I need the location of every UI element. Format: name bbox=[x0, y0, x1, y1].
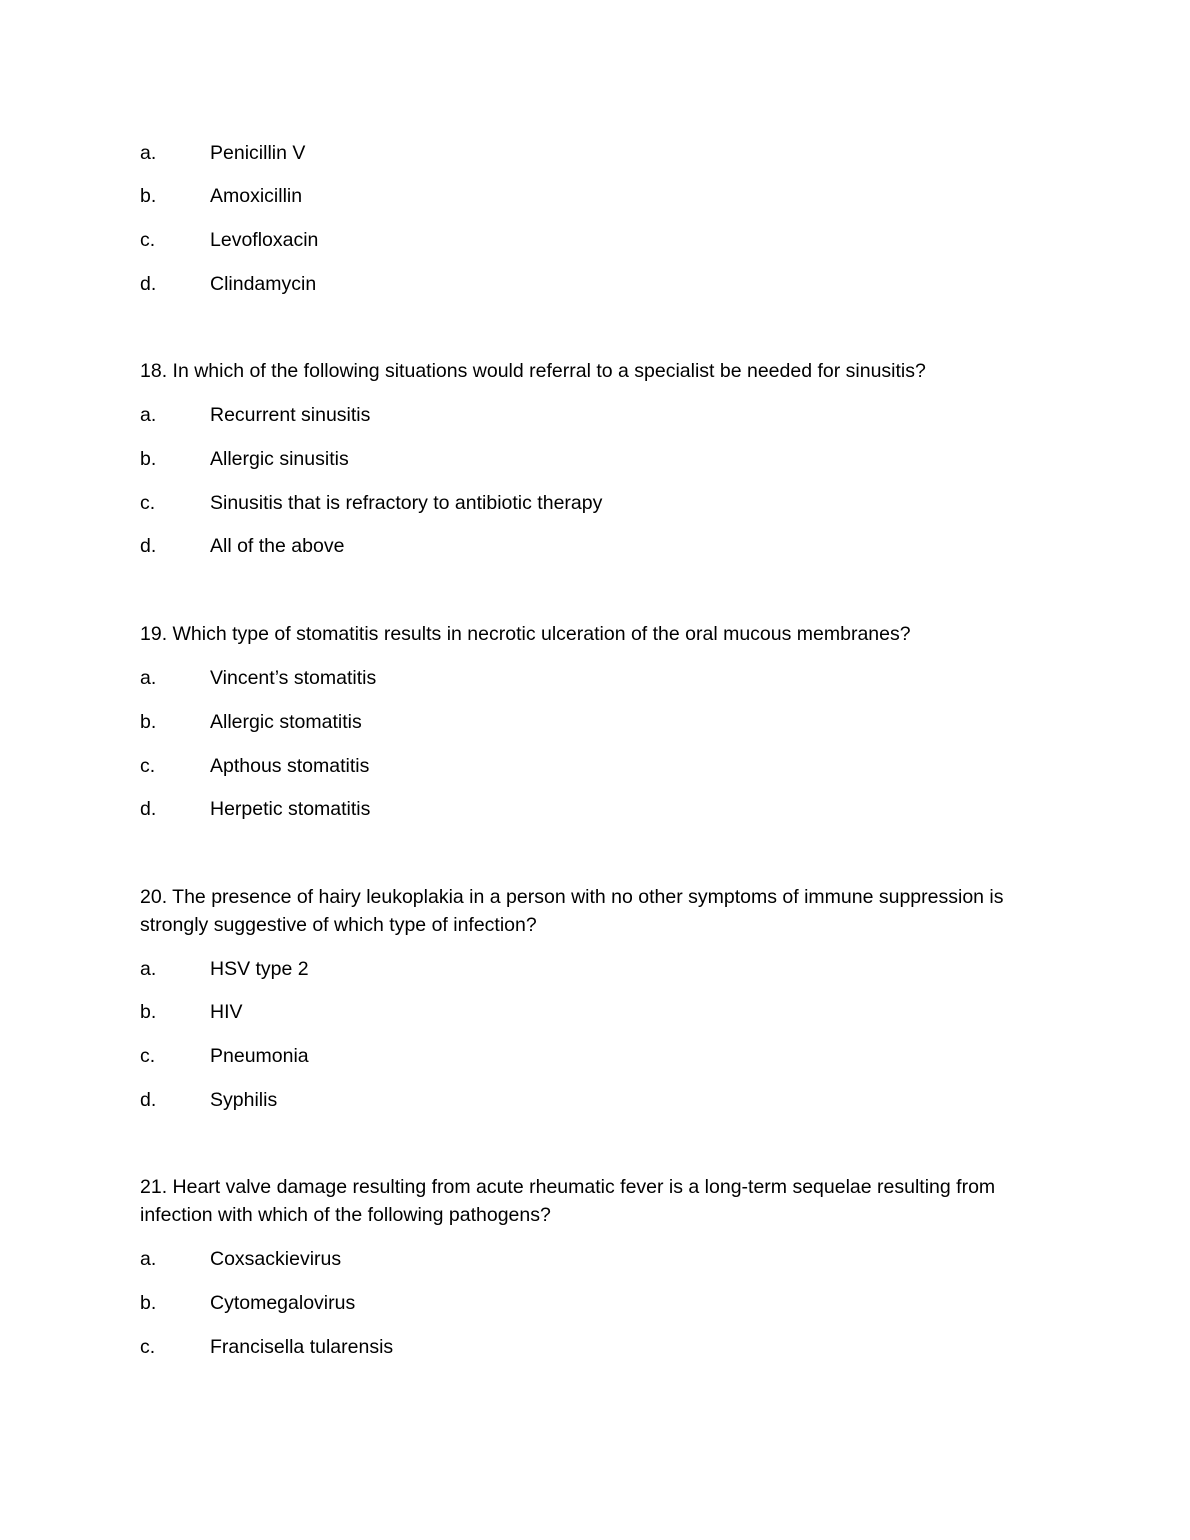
option-letter: c. bbox=[140, 755, 156, 777]
option-19-a bbox=[140, 664, 376, 692]
option-19-b bbox=[140, 708, 362, 736]
option-letter: a. bbox=[140, 142, 157, 164]
option-letter: b. bbox=[140, 185, 157, 207]
option-text: Herpetic stomatitis bbox=[210, 798, 371, 820]
option-text: Allergic sinusitis bbox=[210, 448, 349, 470]
option-18-a bbox=[140, 401, 370, 429]
option-18-d bbox=[140, 532, 344, 560]
option-text: Vincent’s stomatitis bbox=[210, 667, 377, 689]
option-text: Clindamycin bbox=[210, 273, 317, 295]
option-18-c bbox=[140, 489, 602, 517]
option-text: HIV bbox=[210, 1001, 243, 1023]
option-letter: d. bbox=[140, 798, 157, 820]
option-letter: a. bbox=[140, 958, 157, 980]
option-21-b bbox=[140, 1289, 355, 1317]
option-text: Penicillin V bbox=[210, 142, 306, 164]
option-letter: b. bbox=[140, 1001, 157, 1023]
option-20-b bbox=[140, 998, 243, 1026]
option-text: HSV type 2 bbox=[210, 958, 309, 980]
option-letter: b. bbox=[140, 448, 157, 470]
option-letter: d. bbox=[140, 535, 157, 557]
option-text: Amoxicillin bbox=[210, 185, 303, 207]
option-20-c bbox=[140, 1042, 309, 1070]
option-text: Pneumonia bbox=[210, 1045, 309, 1067]
option-21-a bbox=[140, 1245, 341, 1273]
option-letter: b. bbox=[140, 711, 157, 733]
option-text: Recurrent sinusitis bbox=[210, 404, 371, 426]
question-21-text: 21. Heart valve damage resulting from acute rheumatic fever is a long-term sequelae resulting from infection with which of the following pathogens? bbox=[140, 1176, 996, 1226]
option-text: Levofloxacin bbox=[210, 229, 319, 251]
option-21-c bbox=[140, 1333, 393, 1361]
option-text: Apthous stomatitis bbox=[210, 755, 370, 777]
option-letter: d. bbox=[140, 273, 157, 295]
option-letter: c. bbox=[140, 492, 156, 514]
question-19-text: 19. Which type of stomatitis results in necrotic ulceration of the oral mucous membranes? bbox=[140, 623, 911, 645]
option-letter: b. bbox=[140, 1292, 157, 1314]
option-letter: a. bbox=[140, 667, 157, 689]
option-19-c bbox=[140, 752, 369, 780]
option-prev-c bbox=[140, 226, 318, 254]
option-19-d bbox=[140, 795, 370, 823]
option-letter: c. bbox=[140, 229, 156, 251]
option-letter: c. bbox=[140, 1045, 156, 1067]
option-18-b bbox=[140, 445, 349, 473]
option-text: Allergic stomatitis bbox=[210, 711, 362, 733]
option-text: Syphilis bbox=[210, 1089, 278, 1111]
option-letter: d. bbox=[140, 1089, 157, 1111]
option-text: All of the above bbox=[210, 535, 345, 557]
option-text: Sinusitis that is refractory to antibiotic therapy bbox=[210, 492, 603, 514]
option-letter: c. bbox=[140, 1336, 156, 1358]
option-letter: a. bbox=[140, 1248, 157, 1270]
option-20-a bbox=[140, 955, 309, 983]
question-20-text: 20. The presence of hairy leukoplakia in a person with no other symptoms of immune suppression is strongly suggestive of which type of infection? bbox=[140, 886, 1004, 936]
option-prev-b bbox=[140, 182, 302, 210]
option-prev-a bbox=[140, 139, 305, 167]
option-prev-d bbox=[140, 270, 316, 298]
option-text: Coxsackievirus bbox=[210, 1248, 342, 1270]
option-text: Francisella tularensis bbox=[210, 1336, 394, 1358]
option-text: Cytomegalovirus bbox=[210, 1292, 356, 1314]
option-letter: a. bbox=[140, 404, 157, 426]
option-20-d bbox=[140, 1086, 277, 1114]
question-18-text: 18. In which of the following situations would referral to a specialist be needed for sinusitis? bbox=[140, 360, 926, 382]
